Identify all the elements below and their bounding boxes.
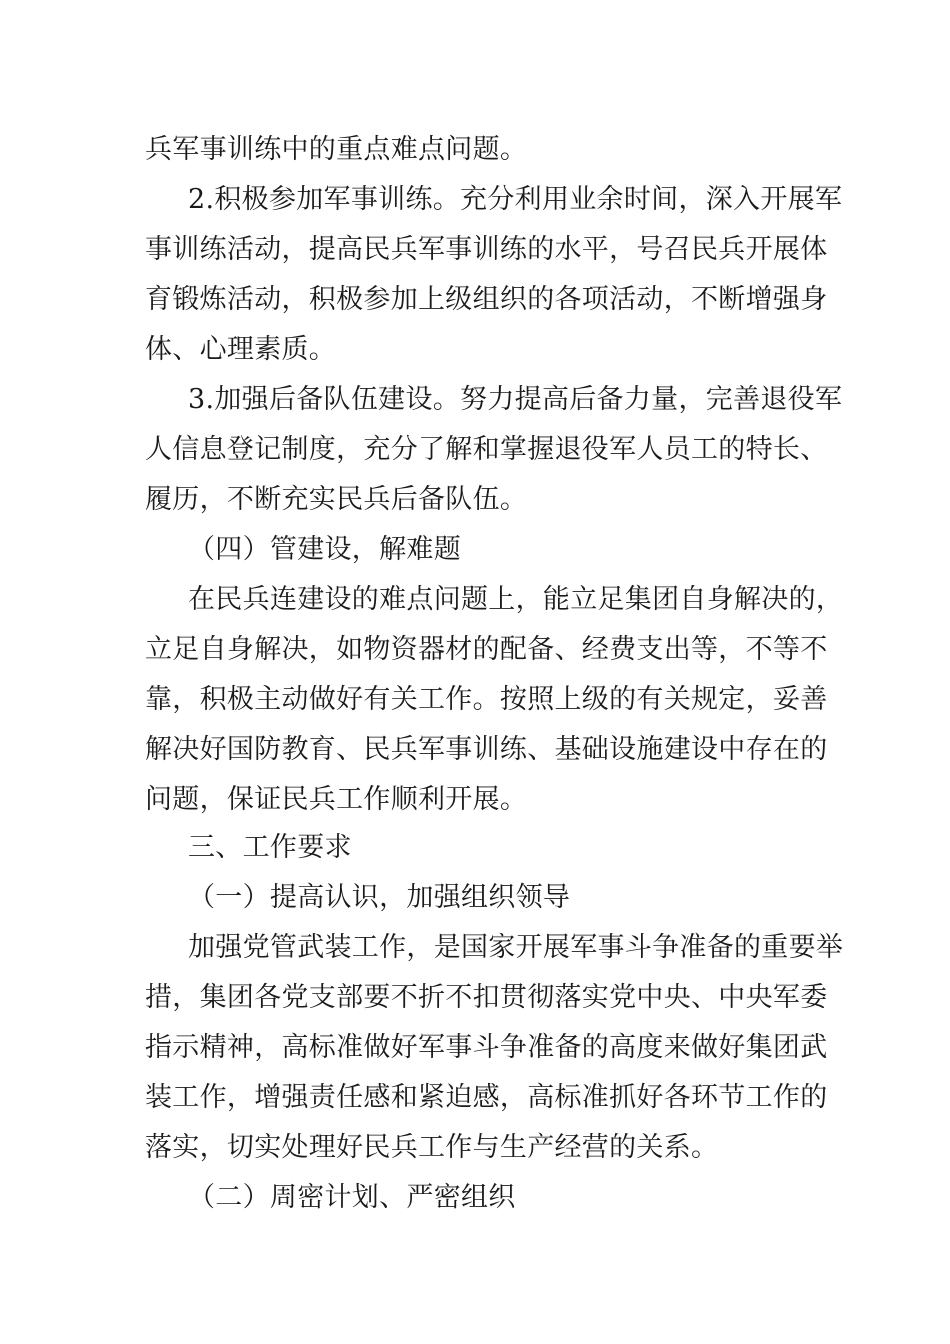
text-line: 3.加强后备队伍建设。努力提高后备力量，完善退役军	[188, 384, 843, 415]
section-heading: （四）管建设，解难题	[188, 534, 461, 565]
text-line: 问题，保证民兵工作顺利开展。	[145, 784, 528, 815]
text-line: 事训练活动，提高民兵军事训练的水平，号召民兵开展体	[145, 234, 828, 265]
text-line: 立足自身解决，如物资器材的配备、经费支出等，不等不	[145, 634, 828, 665]
text-line: 解决好国防教育、民兵军事训练、基础设施建设中存在的	[145, 734, 828, 765]
section-heading: （二）周密计划、严密组织	[188, 1182, 516, 1213]
text-line: 兵军事训练中的重点难点问题。	[145, 134, 528, 165]
text-line: 落实，切实处理好民兵工作与生产经营的关系。	[145, 1132, 719, 1163]
text-line: 在民兵连建设的难点问题上，能立足集团自身解决的，	[188, 584, 844, 615]
section-heading: 三、工作要求	[188, 832, 352, 863]
text-line: 加强党管武装工作，是国家开展军事斗争准备的重要举	[188, 932, 844, 963]
section-heading: （一）提高认识，加强组织领导	[188, 882, 571, 913]
text-line: 人信息登记制度，充分了解和掌握退役军人员工的特长、	[145, 434, 828, 465]
text-line: 2.积极参加军事训练。充分利用业余时间，深入开展军	[188, 184, 843, 215]
text-line: 靠，积极主动做好有关工作。按照上级的有关规定，妥善	[145, 684, 828, 715]
text-line: 育锻炼活动，积极参加上级组织的各项活动，不断增强身	[145, 284, 828, 315]
text-line: 指示精神，高标准做好军事斗争准备的高度来做好集团武	[145, 1032, 828, 1063]
text-line: 装工作，增强责任感和紧迫感，高标准抓好各环节工作的	[145, 1082, 828, 1113]
text-line: 措，集团各党支部要不折不扣贯彻落实党中央、中央军委	[145, 982, 828, 1013]
text-line: 履历，不断充实民兵后备队伍。	[145, 484, 528, 515]
text-line: 体、心理素质。	[145, 334, 337, 365]
